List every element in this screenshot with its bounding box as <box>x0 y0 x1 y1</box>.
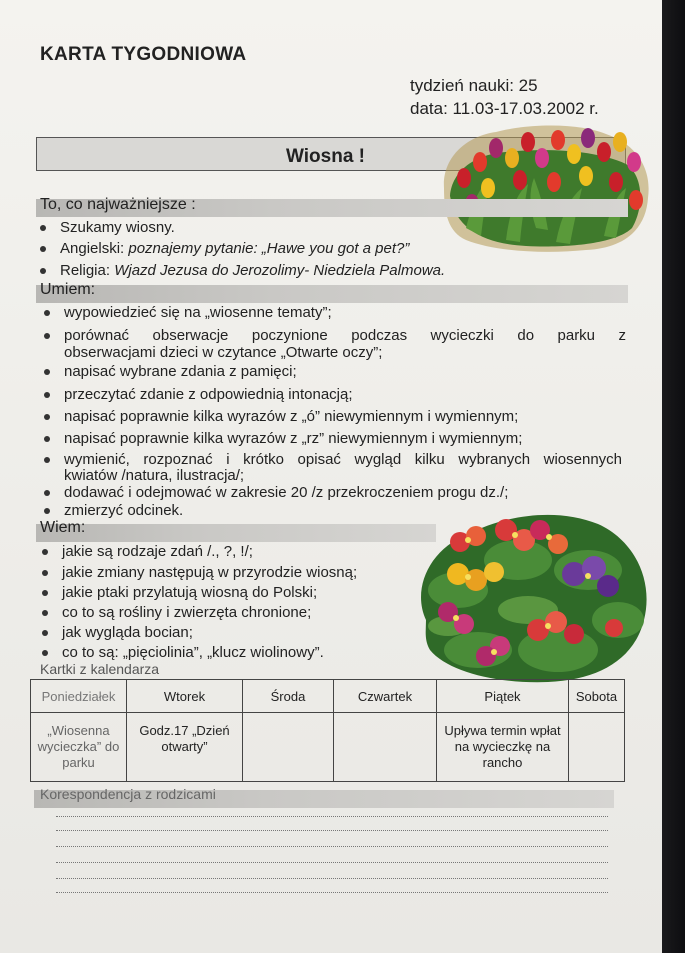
list-item: dodawać i odejmować w zakresie 20 /z przekroczeniem progu dz./; <box>64 484 509 501</box>
table-row <box>31 713 625 782</box>
list-item: Religia: Wjazd Jezusa do Jerozolimy- Niedziela Palmowa. <box>60 262 446 279</box>
list-item: co to są rośliny i zwierzęta chronione; <box>62 604 312 621</box>
table-row <box>31 680 625 713</box>
table-header-cell: Piątek <box>437 680 569 713</box>
table-cell: „Wiosenna wycieczka” do parku <box>31 713 127 782</box>
list-item-continuation: kwiatów /natura, ilustracja/; <box>64 467 245 484</box>
list-item: Szukamy wiosny. <box>60 219 175 236</box>
list-item: jak wygląda bocian; <box>62 624 193 641</box>
date-range: data: 11.03-17.03.2002 r. <box>410 99 599 118</box>
section-heading-skills: Umiem: <box>40 281 96 298</box>
document-title: KARTA TYGODNIOWA <box>40 44 247 65</box>
table-cell <box>569 713 625 782</box>
list-item: co to są: „pięciolinia”, „klucz wiolinowy”. <box>62 644 324 661</box>
tulip-bouquet-illustration <box>436 118 654 254</box>
list-item: porównać obserwacje poczynione podczas wycieczki do parku z <box>64 327 626 344</box>
writing-line <box>56 892 608 893</box>
table-cell <box>334 713 437 782</box>
list-item: napisać poprawnie kilka wyrazów z „rz” niewymiennym i wymiennym; <box>64 430 523 447</box>
calendar-table <box>30 679 625 782</box>
background-edge <box>662 0 685 953</box>
list-item: zmierzyć odcinek. <box>64 502 184 519</box>
table-cell: Godz.17 „Dzień otwarty” <box>127 713 243 782</box>
list-item: jakie zmiany następują w przyrodzie wiosną; <box>62 564 358 581</box>
table-header-cell: Sobota <box>569 680 625 713</box>
writing-line <box>56 878 608 879</box>
primrose-flowers-illustration <box>408 500 656 686</box>
list-item: jakie są rodzaje zdań /., ?, !/; <box>62 543 253 560</box>
table-header-cell: Czwartek <box>334 680 437 713</box>
section-bar-skills <box>36 285 628 303</box>
list-item: Angielski: poznajemy pytanie: „Hawe you got a pet?” <box>60 240 410 257</box>
table-header-cell: Środa <box>243 680 334 713</box>
writing-line <box>56 846 608 847</box>
table-header-cell: Wtorek <box>127 680 243 713</box>
writing-line <box>56 862 608 863</box>
section-bar-knowledge <box>36 524 436 542</box>
list-item-continuation: obserwacjami dzieci w czytance „Otwarte oczy”; <box>64 344 383 361</box>
table-header-cell: Poniedziałek <box>31 680 127 713</box>
table-cell <box>243 713 334 782</box>
section-heading-important: To, co najważniejsze : <box>40 196 196 213</box>
list-item: jakie ptaki przylatują wiosną do Polski; <box>62 584 318 601</box>
list-item: napisać wybrane zdania z pamięci; <box>64 363 297 380</box>
writing-line <box>56 830 608 831</box>
list-item: napisać poprawnie kilka wyrazów z „ó” niewymiennym i wymiennym; <box>64 408 519 425</box>
list-item: wymienić, rozpoznać i krótko opisać wygląd kilku wybranych wiosennych <box>64 451 622 468</box>
list-item: wypowiedzieć się na „wiosenne tematy”; <box>64 304 332 321</box>
theme-title: Wiosna ! <box>286 146 365 167</box>
table-cell: Upływa termin wpłat na wycieczkę na rancho <box>437 713 569 782</box>
section-heading-correspondence: Korespondencja z rodzicami <box>40 786 216 802</box>
list-item: przeczytać zdanie z odpowiednią intonacją; <box>64 386 353 403</box>
section-heading-knowledge: Wiem: <box>40 519 86 536</box>
section-heading-calendar: Kartki z kalendarza <box>40 661 160 677</box>
study-week: tydzień nauki: 25 <box>410 76 538 95</box>
writing-line <box>56 816 608 817</box>
